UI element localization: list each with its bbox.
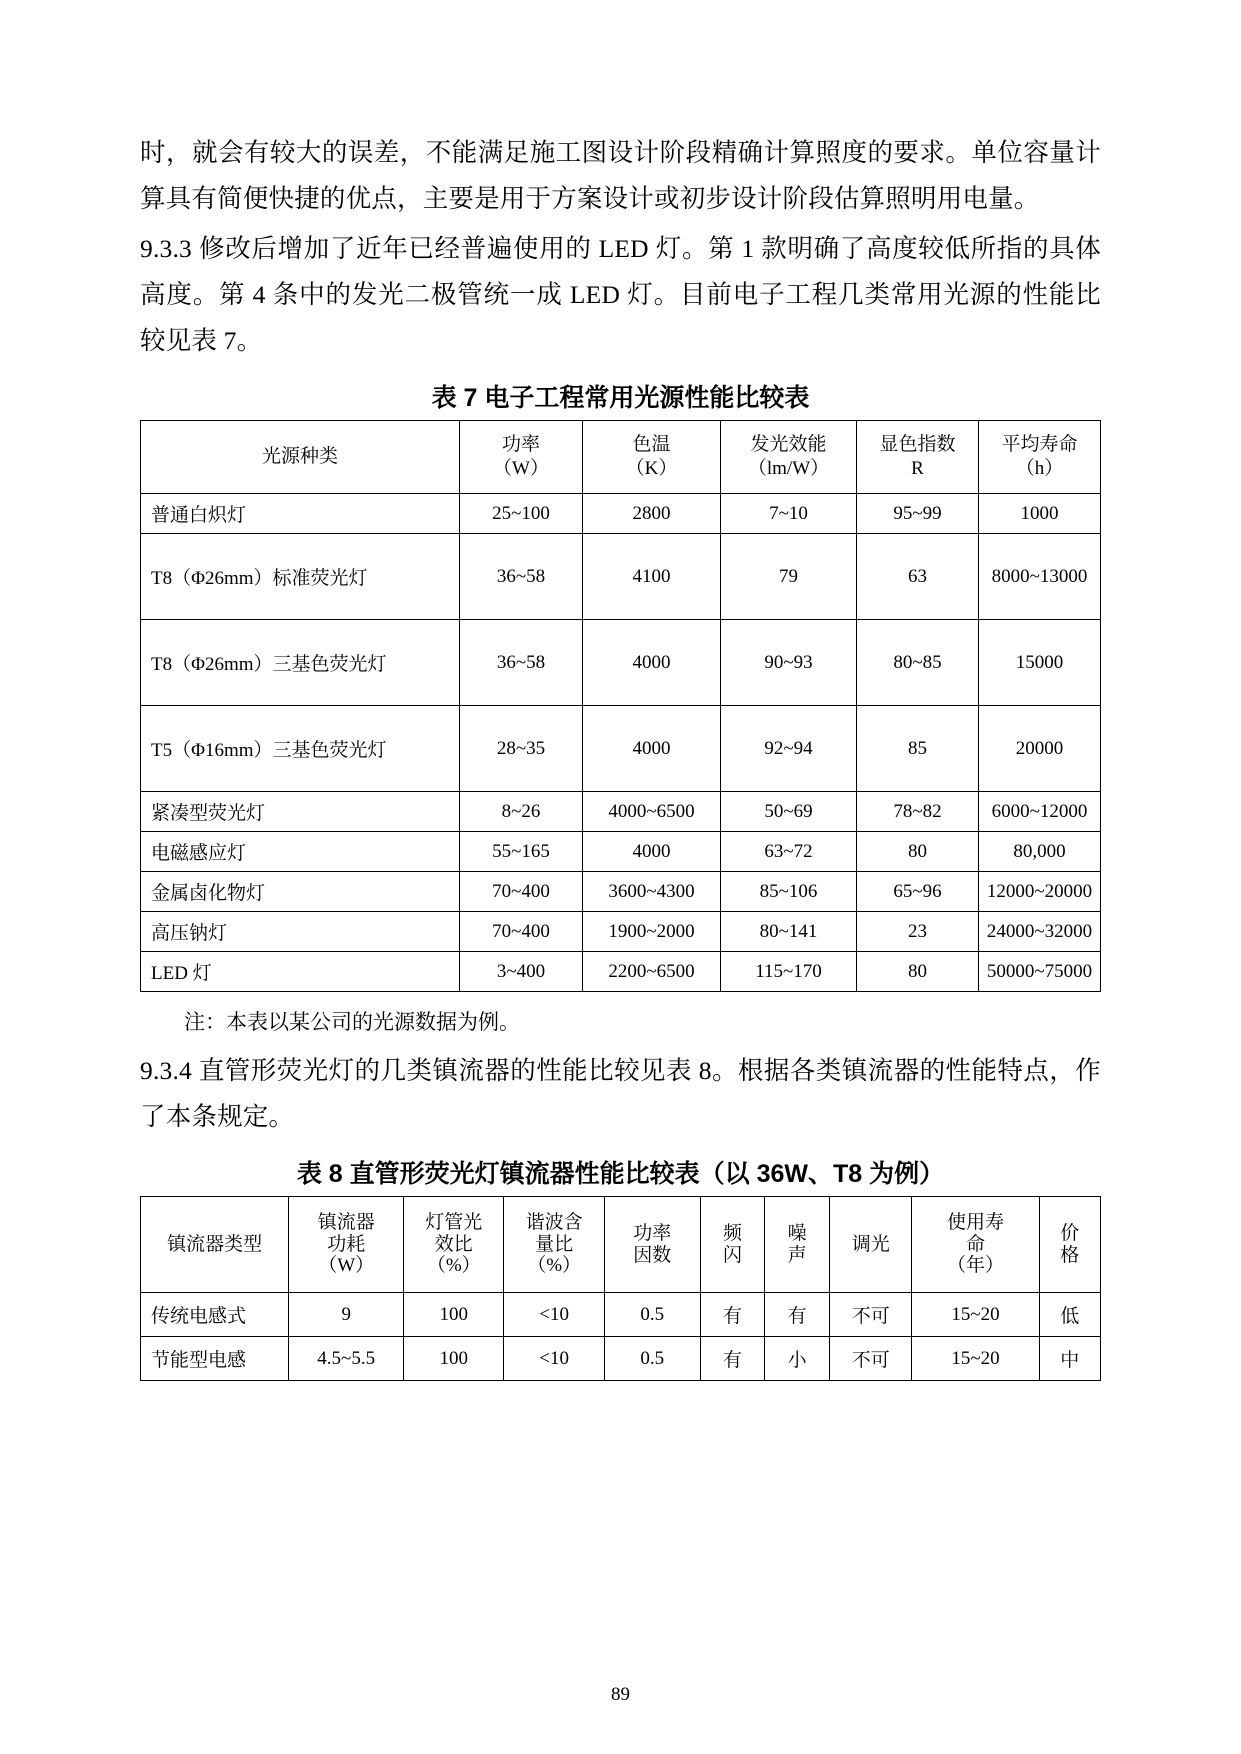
table7-cell-temp: 4000~6500: [583, 792, 721, 832]
paragraph-9-3-3: 9.3.3 修改后增加了近年已经普遍使用的 LED 灯。第 1 款明确了高度较低所指的具体高度。第 4 条中的发光二极管统一成 LED 灯。目前电子工程几类常用光源的性能比较见表 7。: [140, 234, 1101, 355]
table7-cell-power: 36~58: [460, 620, 583, 706]
table-row: [141, 792, 1101, 832]
table7-cell-power: 3~400: [460, 952, 583, 992]
table7-cell-temp: 4000: [583, 620, 721, 706]
table8-header-cell-0: [141, 1197, 289, 1293]
table7-header-cell-1: [460, 421, 583, 494]
table8-header-cell-7: [829, 1197, 912, 1293]
table7-cell-efficacy: 50~69: [721, 792, 857, 832]
table7-cell-name: 普通白炽灯: [141, 494, 460, 534]
table8-header-line1: 调光: [851, 1233, 890, 1255]
table8-header-line1: 功率: [633, 1222, 672, 1244]
table8-header-line1: 灯管光: [425, 1211, 483, 1233]
table7-cell-name: T8（Φ26mm）三基色荧光灯: [141, 620, 460, 706]
table7-cell-name: 金属卤化物灯: [141, 872, 460, 912]
table8-header-line3: （%）: [426, 1255, 481, 1277]
table7-cell-life: 20000: [979, 706, 1101, 792]
table8-cell-price: 中: [1039, 1337, 1100, 1381]
table7-cell-name: LED 灯: [141, 952, 460, 992]
table7-cell-power: 70~400: [460, 872, 583, 912]
table7-header-cell-2: [583, 421, 721, 494]
table7-cell-efficacy: 85~106: [721, 872, 857, 912]
table8: [140, 1196, 1101, 1381]
table7-cell-life: 50000~75000: [979, 952, 1101, 992]
table8-cell-harmonic: <10: [504, 1293, 604, 1337]
table7-cell-efficacy: 79: [721, 534, 857, 620]
table7-cell-temp: 4000: [583, 832, 721, 872]
table7-cell-life: 12000~20000: [979, 872, 1101, 912]
table8-header-cell-1: [289, 1197, 404, 1293]
table7-cell-temp: 4100: [583, 534, 721, 620]
table7-cell-life: 24000~32000: [979, 912, 1101, 952]
table7-cell-cri: 80~85: [857, 620, 979, 706]
table8-header-line1: 频: [722, 1222, 742, 1244]
table7-cell-cri: 85: [857, 706, 979, 792]
table7-title: 表 7 电子工程常用光源性能比较表: [431, 384, 810, 412]
table7-cell-power: 70~400: [460, 912, 583, 952]
table8-cell-flicker: 有: [700, 1293, 765, 1337]
table7-cell-cri: 80: [857, 832, 979, 872]
table7-header-line1: 功率: [501, 434, 540, 456]
table-row: [141, 832, 1101, 872]
table7-cell-cri: 65~96: [857, 872, 979, 912]
table8-cell-type: 节能型电感: [141, 1337, 289, 1381]
table7-cell-cri: 78~82: [857, 792, 979, 832]
table8-header-line2: 因数: [633, 1244, 672, 1266]
table7-cell-temp: 2800: [583, 494, 721, 534]
table7-header-line1: 显色指数: [879, 434, 956, 456]
table7-cell-temp: 2200~6500: [583, 952, 721, 992]
table8-header-line2: 命: [966, 1233, 986, 1255]
table8-header-cell-6: [765, 1197, 830, 1293]
table-row: [141, 1293, 1101, 1337]
table7-header-line1: 发光效能: [750, 434, 827, 456]
table7-cell-power: 8~26: [460, 792, 583, 832]
table7-cell-power: 28~35: [460, 706, 583, 792]
table7-cell-cri: 80: [857, 952, 979, 992]
table7-cell-efficacy: 63~72: [721, 832, 857, 872]
table8-cell-noise: 有: [765, 1293, 830, 1337]
table7-cell-temp: 4000: [583, 706, 721, 792]
table8-header-line3: （%）: [527, 1255, 582, 1277]
table7: [140, 420, 1101, 992]
table8-header-line1: 镇流器: [317, 1211, 375, 1233]
table7-cell-life: 80,000: [979, 832, 1101, 872]
table8-cell-loss: 4.5~5.5: [289, 1337, 404, 1381]
table-row: [141, 872, 1101, 912]
table7-cell-efficacy: 80~141: [721, 912, 857, 952]
table8-cell-type: 传统电感式: [141, 1293, 289, 1337]
table8-cell-pf: 0.5: [604, 1337, 700, 1381]
table8-cell-ratio: 100: [404, 1337, 504, 1381]
table7-cell-name: 电磁感应灯: [141, 832, 460, 872]
table7-cell-temp: 3600~4300: [583, 872, 721, 912]
table8-cell-life: 15~20: [912, 1293, 1039, 1337]
page-number: 89: [611, 1684, 630, 1705]
table7-cell-life: 15000: [979, 620, 1101, 706]
table7-cell-power: 55~165: [460, 832, 583, 872]
table8-cell-dim: 不可: [829, 1293, 912, 1337]
table8-header-cell-5: [700, 1197, 765, 1293]
table-row: [141, 494, 1101, 534]
table8-header-line2: 量比: [535, 1233, 574, 1255]
table7-cell-temp: 1900~2000: [583, 912, 721, 952]
table8-cell-pf: 0.5: [604, 1293, 700, 1337]
table7-header-line2: （W）: [493, 458, 549, 479]
table7-header-cell-4: [857, 421, 979, 494]
table8-header-line2: 声: [787, 1244, 807, 1266]
table8-header-line1: 镇流器类型: [167, 1233, 263, 1255]
table7-header-line2: R: [911, 458, 924, 479]
table8-header-line2: 效比: [434, 1233, 473, 1255]
table8-header-cell-3: [504, 1197, 604, 1293]
table8-header-cell-2: [404, 1197, 504, 1293]
table-row: [141, 1337, 1101, 1381]
table7-header-line1: 色温: [632, 434, 671, 456]
table-row: [141, 952, 1101, 992]
table7-cell-efficacy: 90~93: [721, 620, 857, 706]
table7-cell-name: T5（Φ16mm）三基色荧光灯: [141, 706, 460, 792]
table8-cell-life: 15~20: [912, 1337, 1039, 1381]
table8-header-line3: （W）: [318, 1255, 375, 1277]
table7-header-line2: （h）: [1015, 458, 1064, 479]
table8-cell-loss: 9: [289, 1293, 404, 1337]
table8-cell-dim: 不可: [829, 1337, 912, 1381]
table-row: [141, 534, 1101, 620]
table8-header-line2: 闪: [722, 1244, 742, 1266]
table7-header-row: [141, 421, 1101, 494]
table8-header-cell-4: [604, 1197, 700, 1293]
table7-cell-name: 高压钠灯: [141, 912, 460, 952]
table8-cell-harmonic: <10: [504, 1337, 604, 1381]
table7-cell-efficacy: 115~170: [721, 952, 857, 992]
table8-cell-ratio: 100: [404, 1293, 504, 1337]
table8-header-line1: 使用寿: [947, 1211, 1005, 1233]
table7-header-line1: 平均寿命: [1001, 434, 1078, 456]
paragraph-9-3-4: 9.3.4 直管形荧光灯的几类镇流器的性能比较见表 8。根据各类镇流器的性能特点，作了本条规定。: [140, 1056, 1101, 1131]
table7-cell-power: 36~58: [460, 534, 583, 620]
table7-cell-cri: 23: [857, 912, 979, 952]
table8-header-cell-9: [1039, 1197, 1100, 1293]
table8-header-line3: （年）: [947, 1255, 1005, 1277]
table-row: [141, 620, 1101, 706]
table7-cell-life: 1000: [979, 494, 1101, 534]
table7-cell-cri: 95~99: [857, 494, 979, 534]
table7-cell-efficacy: 92~94: [721, 706, 857, 792]
paragraph-continuation: 时，就会有较大的误差，不能满足施工图设计阶段精确计算照度的要求。单位容量计算具有简便快捷的优点，主要是用于方案设计或初步设计阶段估算照明用电量。: [140, 138, 1101, 213]
table-row: [141, 912, 1101, 952]
table8-header-line1: 噪: [787, 1222, 807, 1244]
table7-cell-power: 25~100: [460, 494, 583, 534]
table7-cell-efficacy: 7~10: [721, 494, 857, 534]
table7-cell-life: 8000~13000: [979, 534, 1101, 620]
table7-cell-name: 紧凑型荧光灯: [141, 792, 460, 832]
table8-header-cell-8: [912, 1197, 1039, 1293]
table8-header-line2: 格: [1060, 1244, 1080, 1266]
table7-cell-cri: 63: [857, 534, 979, 620]
table8-header-line1: 价: [1060, 1222, 1080, 1244]
table7-header-cell-3: [721, 421, 857, 494]
table-row: [141, 706, 1101, 792]
table7-header-line2: （K）: [625, 458, 678, 479]
table7-cell-name: T8（Φ26mm）标准荧光灯: [141, 534, 460, 620]
table7-note: 注：本表以某公司的光源数据为例。: [184, 1010, 520, 1034]
table7-header-cell-0: [141, 421, 460, 494]
table7-header-line1: 光源种类: [261, 446, 338, 468]
table8-header-line1: 谐波含: [525, 1211, 583, 1233]
table7-cell-life: 6000~12000: [979, 792, 1101, 832]
table7-header-line2: （lm/W）: [747, 458, 830, 479]
table8-header-row: [141, 1197, 1101, 1293]
table8-header-line2: 功耗: [327, 1233, 366, 1255]
table8-cell-price: 低: [1039, 1293, 1100, 1337]
table7-header-cell-5: [979, 421, 1101, 494]
table8-title: 表 8 直管形荧光灯镇流器性能比较表（以 36W、T8 为例）: [296, 1160, 945, 1188]
table8-cell-noise: 小: [765, 1337, 830, 1381]
table8-cell-flicker: 有: [700, 1337, 765, 1381]
